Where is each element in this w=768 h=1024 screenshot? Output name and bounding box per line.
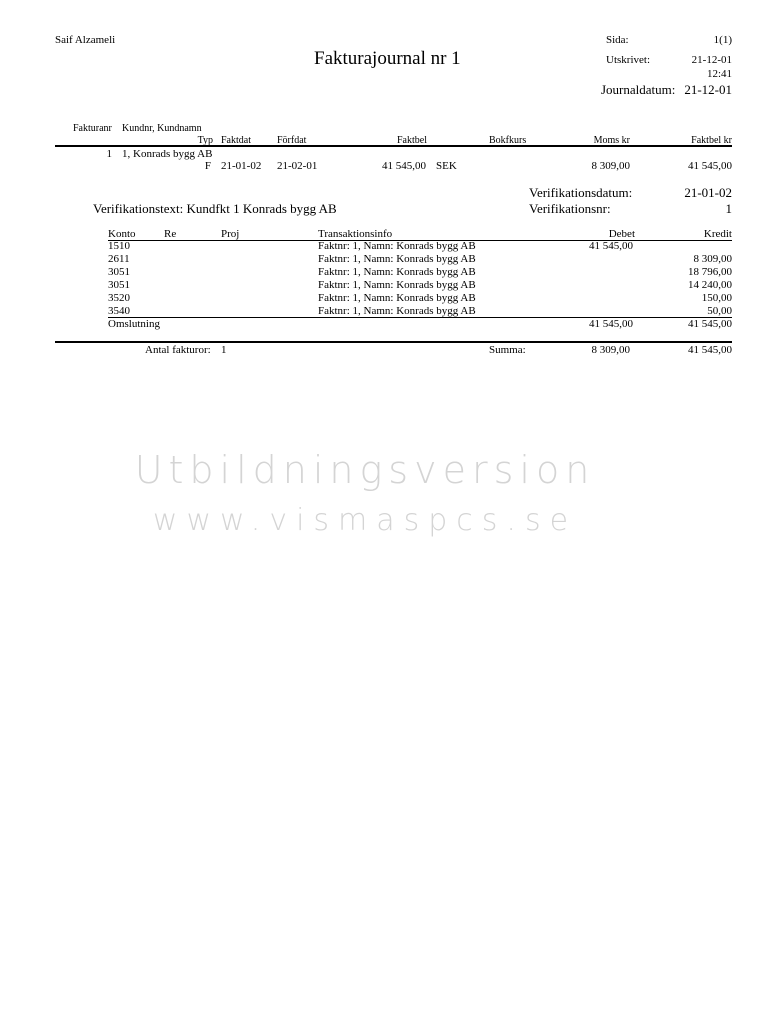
row-kredit: 50,00 xyxy=(707,305,732,317)
verification-nr: 1 xyxy=(725,201,732,216)
col-fakturanr: Fakturanr xyxy=(73,123,112,134)
ver-col-konto: Konto xyxy=(108,228,136,240)
header-divider xyxy=(55,145,732,147)
company-name: Saif Alzameli xyxy=(55,34,116,46)
ver-col-debet: Debet xyxy=(608,228,635,240)
row-info: Faktnr: 1, Namn: Konrads bygg AB xyxy=(318,266,476,278)
ver-col-kredit: Kredit xyxy=(703,228,732,240)
col-faktbel-kr: Faktbel kr xyxy=(691,135,732,146)
col-faktdat: Faktdat xyxy=(221,135,251,146)
col-kund: Kundnr, Kundnamn xyxy=(122,123,202,134)
verification-text-line xyxy=(93,201,337,217)
invoice-faktbel: 41 545,00 xyxy=(382,160,426,172)
printed-date: 21-12-01 xyxy=(691,54,732,66)
turnover-label: Omslutning xyxy=(108,318,160,330)
verification-text: Kundfkt 1 Konrads bygg AB xyxy=(186,201,337,216)
page-value: 1(1) xyxy=(713,34,732,46)
printed-time: 12:41 xyxy=(706,68,732,80)
row-konto: 3540 xyxy=(108,305,130,317)
table-row xyxy=(0,253,768,266)
ver-col-re: Re xyxy=(164,228,177,240)
row-info: Faktnr: 1, Namn: Konrads bygg AB xyxy=(318,305,476,317)
watermark-url: www.vismaspcs.se xyxy=(152,503,578,538)
col-typ: Typ xyxy=(197,135,213,146)
sum-total: 41 545,00 xyxy=(688,344,732,356)
row-konto: 2611 xyxy=(108,253,130,265)
verification-text-label: Verifikationstext: xyxy=(93,201,184,216)
sum-label: Summa: xyxy=(489,344,526,356)
table-row xyxy=(0,292,768,305)
journal-date-label: Journaldatum: xyxy=(601,82,676,97)
table-row xyxy=(0,279,768,292)
turnover-kredit: 41 545,00 xyxy=(688,318,732,330)
printed-label: Utskrivet: xyxy=(606,54,650,66)
row-kredit: 150,00 xyxy=(701,292,732,304)
invoice-faktbel-kr: 41 545,00 xyxy=(688,160,732,172)
invoice-typ: F xyxy=(204,160,211,172)
verification-date: 21-01-02 xyxy=(684,185,732,200)
row-debet: 41 545,00 xyxy=(589,240,633,252)
invoice-nr: 1 xyxy=(106,148,112,160)
row-info: Faktnr: 1, Namn: Konrads bygg AB xyxy=(318,279,476,291)
table-row xyxy=(0,240,768,253)
invoice-customer: 1, Konrads bygg AB xyxy=(122,148,213,160)
turnover-divider xyxy=(108,317,732,318)
row-kredit: 8 309,00 xyxy=(693,253,732,265)
ver-col-proj: Proj xyxy=(221,228,240,240)
sum-moms: 8 309,00 xyxy=(591,344,630,356)
row-info: Faktnr: 1, Namn: Konrads bygg AB xyxy=(318,292,476,304)
journal-date: 21-12-01 xyxy=(684,82,732,97)
row-info: Faktnr: 1, Namn: Konrads bygg AB xyxy=(318,240,476,252)
row-konto: 3051 xyxy=(108,279,130,291)
col-faktbel: Faktbel xyxy=(397,135,427,146)
row-konto: 1510 xyxy=(108,240,130,252)
watermark-title: Utbildningsversion xyxy=(134,448,596,492)
count-value: 1 xyxy=(221,344,227,356)
footer-divider xyxy=(55,341,732,343)
row-info: Faktnr: 1, Namn: Konrads bygg AB xyxy=(318,253,476,265)
row-kredit: 14 240,00 xyxy=(688,279,732,291)
row-kredit: 18 796,00 xyxy=(688,266,732,278)
invoice-faktdat: 21-01-02 xyxy=(221,160,262,172)
col-forfdat: Förfdat xyxy=(277,135,307,146)
turnover-debet: 41 545,00 xyxy=(589,318,633,330)
col-bokfkurs: Bokfkurs xyxy=(489,135,527,146)
table-row xyxy=(0,266,768,279)
col-moms: Moms kr xyxy=(593,135,630,146)
row-konto: 3520 xyxy=(108,292,130,304)
invoice-forfdat: 21-02-01 xyxy=(277,160,318,172)
invoice-moms: 8 309,00 xyxy=(591,160,630,172)
verification-date-label: Verifikationsdatum: xyxy=(529,185,633,200)
report-title: Fakturajournal nr 1 xyxy=(314,48,461,69)
invoice-currency: SEK xyxy=(436,160,457,172)
row-konto: 3051 xyxy=(108,266,130,278)
verification-nr-label: Verifikationsnr: xyxy=(529,201,611,216)
page-label: Sida: xyxy=(606,34,629,46)
ver-col-info: Transaktionsinfo xyxy=(318,228,393,240)
count-label: Antal fakturor: xyxy=(145,344,211,356)
